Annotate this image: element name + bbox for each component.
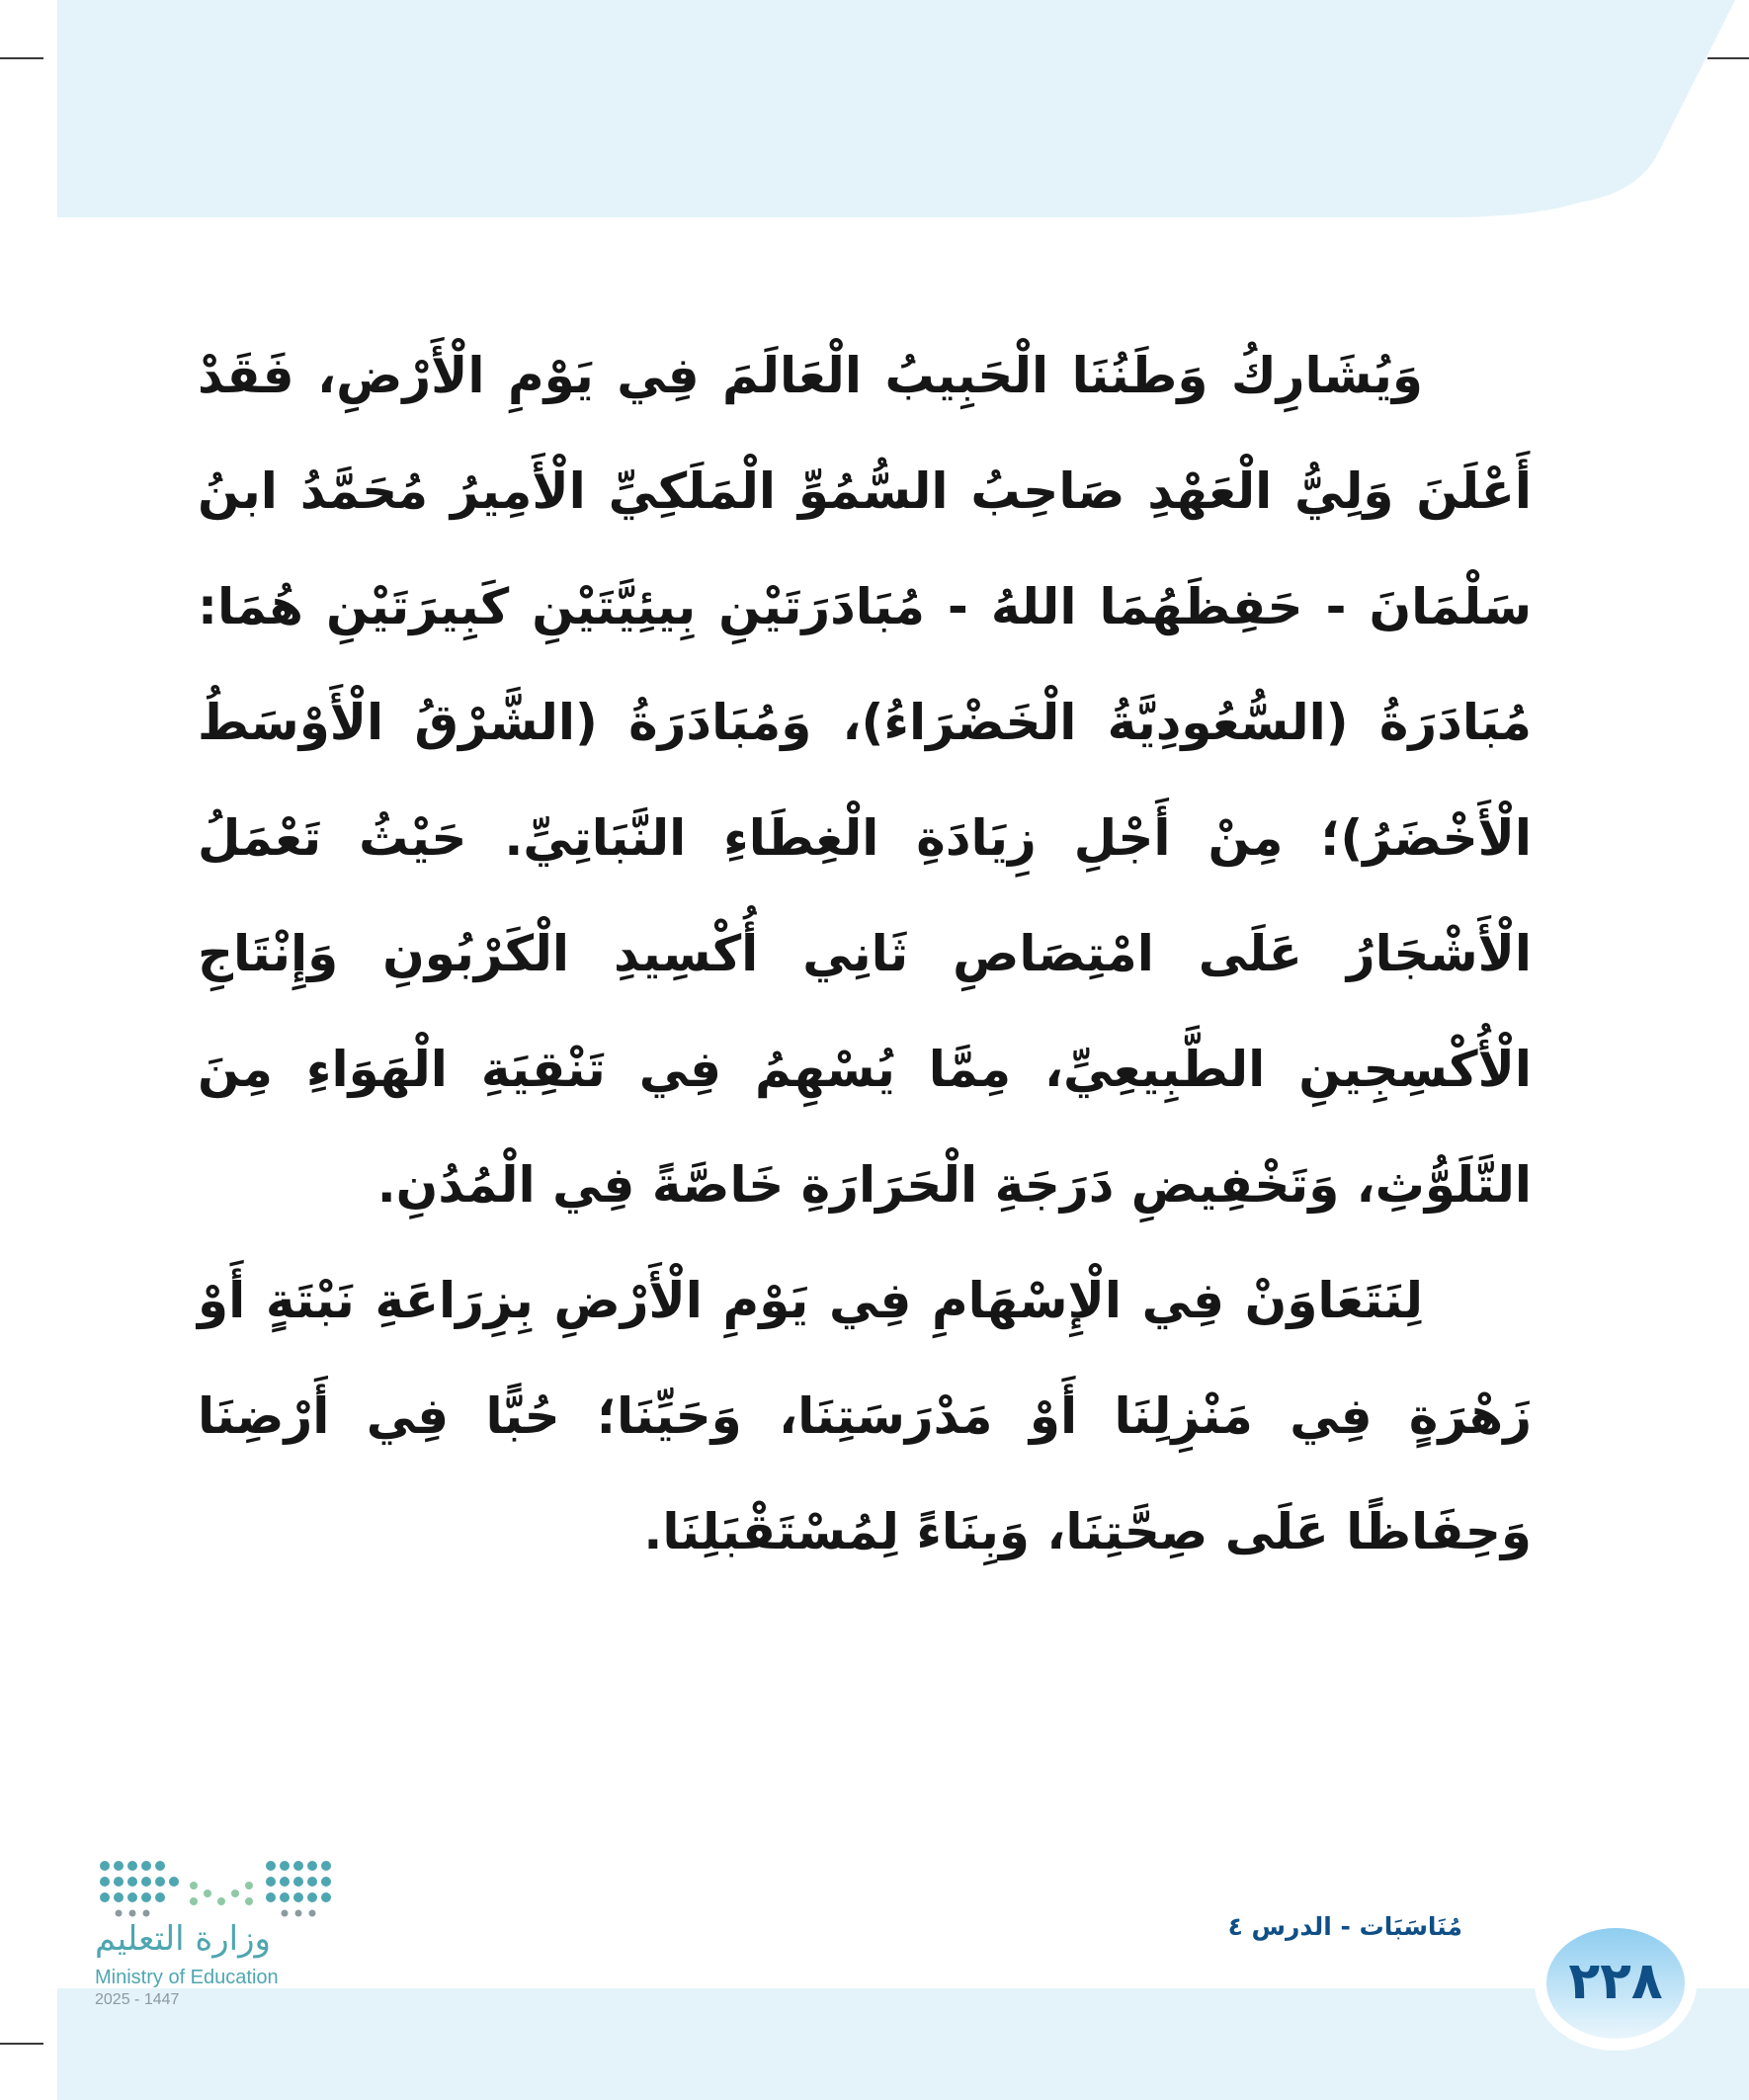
ministry-arabic-name: وزارة التعليم bbox=[95, 1919, 271, 1959]
reading-text bbox=[198, 318, 1532, 1590]
lesson-label: مُنَاسَبَات - الدرس ٤ bbox=[1227, 1912, 1462, 1941]
ministry-year: 2025 - 1447 bbox=[95, 1991, 180, 2008]
crop-mark bbox=[0, 2043, 43, 2045]
paragraph-1: وَيُشَارِكُ وَطَنُنَا الْحَبِيبُ الْعَالَمَ فِي يَوْمِ الْأَرْضِ، فَقَدْ أَعْلَنَ وَلِيُّ الْعَهْدِ صَاحِبُ السُّمُوِّ الْمَلَكِيِّ الْأَمِيرُ مُحَمَّدُ ابنُ سَلْمَانَ - حَفِظَهُمَا اللهُ - مُبَادَرَتَيْنِ بِيئِيَّتَيْنِ كَبِيرَتَيْنِ هُمَا: مُبَادَرَةُ (السُّعُودِيَّةُ الْخَضْرَاءُ)، وَمُبَادَرَةُ (الشَّرْقُ الْأَوْسَطُ الْأَخْضَرُ)؛ مِنْ أَجْلِ زِيَادَةِ الْغِطَاءِ النَّبَاتِيِّ. حَيْثُ تَعْمَلُ الْأَشْجَارُ عَلَى امْتِصَاصِ ثَانِي أُكْسِيدِ الْكَرْبُونِ وَإِنْتَاجِ الْأُكْسِجِينِ الطَّبِيعِيِّ، مِمَّا يُسْهِمُ فِي تَنْقِيَةِ الْهَوَاءِ مِنَ التَّلَوُّثِ، وَتَخْفِيضِ دَرَجَةِ الْحَرَارَةِ خَاصَّةً فِي الْمُدُنِ. bbox=[198, 347, 1532, 1214]
header-band-shape bbox=[57, 0, 1735, 217]
crop-mark bbox=[0, 57, 43, 59]
page-number: ٢٢٨ bbox=[1568, 1952, 1663, 2011]
ministry-english-name: Ministry of Education bbox=[95, 1967, 279, 1988]
paragraph-2: لِنَتَعَاوَنْ فِي الْإِسْهَامِ فِي يَوْمِ الْأَرْضِ بِزِرَاعَةِ نَبْتَةٍ أَوْ زَهْرَةٍ فِي مَنْزِلِنَا أَوْ مَدْرَسَتِنَا، وَحَيِّنَا؛ حُبًّا فِي أَرْضِنَا وَحِفَاظًا عَلَى صِحَّتِنَا، وَبِنَاءً لِمُسْتَقْبَلِنَا. bbox=[198, 1272, 1532, 1560]
header-band bbox=[57, 0, 1749, 217]
